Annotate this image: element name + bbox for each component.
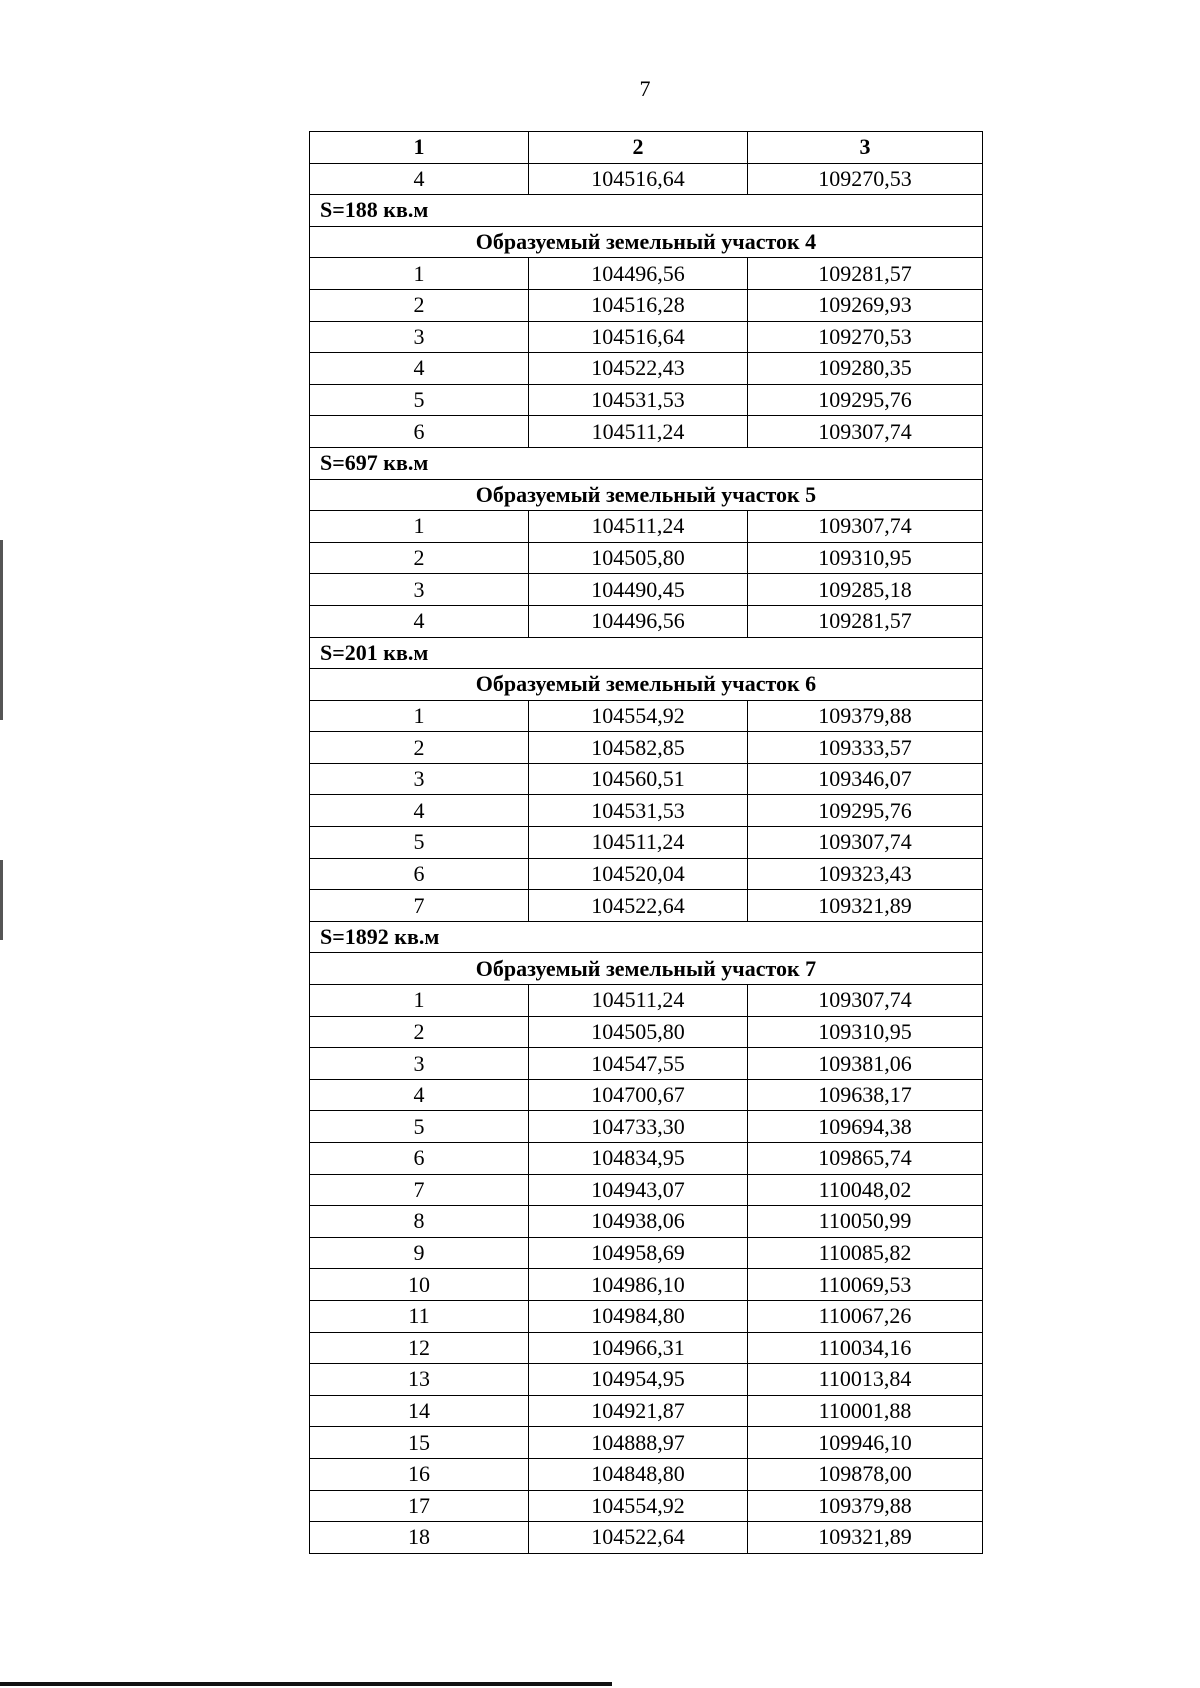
table-row (310, 574, 983, 606)
y-coordinate-cell: 109269,93 (748, 289, 983, 321)
point-number-cell: 18 (310, 1522, 529, 1554)
x-coordinate-cell: 104490,45 (529, 574, 748, 606)
section-title-row (310, 953, 983, 985)
scan-edge-mark (0, 540, 3, 720)
y-coordinate-cell: 109307,74 (748, 985, 983, 1017)
table-row (310, 416, 983, 448)
x-coordinate-cell: 104958,69 (529, 1237, 748, 1269)
point-number-cell: 4 (310, 353, 529, 385)
point-number-cell: 5 (310, 384, 529, 416)
point-number-cell: 17 (310, 1490, 529, 1522)
table-row (310, 384, 983, 416)
y-coordinate-cell: 110050,99 (748, 1206, 983, 1238)
y-coordinate-cell: 109310,95 (748, 1016, 983, 1048)
section-title: Образуемый земельный участок 5 (310, 479, 983, 511)
x-coordinate-cell: 104505,80 (529, 1016, 748, 1048)
y-coordinate-cell: 109307,74 (748, 511, 983, 543)
point-number-cell: 4 (310, 795, 529, 827)
y-coordinate-cell: 110048,02 (748, 1174, 983, 1206)
x-coordinate-cell: 104516,28 (529, 289, 748, 321)
table-row (310, 1237, 983, 1269)
table-row (310, 700, 983, 732)
y-coordinate-cell: 110085,82 (748, 1237, 983, 1269)
table-row (310, 1364, 983, 1396)
x-coordinate-cell: 104547,55 (529, 1048, 748, 1080)
x-coordinate-cell: 104511,24 (529, 416, 748, 448)
table-row (310, 858, 983, 890)
table-row (310, 1395, 983, 1427)
y-coordinate-cell: 109321,89 (748, 1522, 983, 1554)
x-coordinate-cell: 104954,95 (529, 1364, 748, 1396)
table-row (310, 1490, 983, 1522)
point-number-cell: 2 (310, 1016, 529, 1048)
point-number-cell: 12 (310, 1332, 529, 1364)
section-title: Образуемый земельный участок 6 (310, 669, 983, 701)
x-coordinate-cell: 104938,06 (529, 1206, 748, 1238)
y-coordinate-cell: 109638,17 (748, 1079, 983, 1111)
x-coordinate-cell: 104984,80 (529, 1300, 748, 1332)
table-row (310, 827, 983, 859)
x-coordinate-cell: 104554,92 (529, 700, 748, 732)
point-number-cell: 4 (310, 605, 529, 637)
y-coordinate-cell: 109307,74 (748, 827, 983, 859)
x-coordinate-cell: 104496,56 (529, 605, 748, 637)
point-number-cell: 1 (310, 700, 529, 732)
x-coordinate-cell: 104522,64 (529, 890, 748, 922)
x-coordinate-cell: 104582,85 (529, 732, 748, 764)
x-coordinate-cell: 104511,24 (529, 827, 748, 859)
y-coordinate-cell: 109946,10 (748, 1427, 983, 1459)
scan-edge-mark (0, 860, 3, 940)
point-number-cell: 7 (310, 1174, 529, 1206)
x-coordinate-cell: 104700,67 (529, 1079, 748, 1111)
x-coordinate-cell: 104516,64 (529, 163, 748, 195)
table-row (310, 1143, 983, 1175)
area-value: S=1892 кв.м (310, 921, 983, 953)
y-coordinate-cell: 109295,76 (748, 795, 983, 827)
table-row (310, 1427, 983, 1459)
x-coordinate-cell: 104848,80 (529, 1458, 748, 1490)
y-coordinate-cell: 109285,18 (748, 574, 983, 606)
y-coordinate-cell: 109270,53 (748, 321, 983, 353)
section-title-row (310, 669, 983, 701)
y-coordinate-cell: 110034,16 (748, 1332, 983, 1364)
table-row (310, 1332, 983, 1364)
y-coordinate-cell: 110067,26 (748, 1300, 983, 1332)
table-row (310, 985, 983, 1017)
table-row (310, 289, 983, 321)
area-row (310, 195, 983, 227)
point-number-cell: 3 (310, 574, 529, 606)
table-row (310, 258, 983, 290)
point-number-cell: 6 (310, 858, 529, 890)
point-number-cell: 7 (310, 890, 529, 922)
table-row (310, 353, 983, 385)
table-row (310, 1079, 983, 1111)
y-coordinate-cell: 109333,57 (748, 732, 983, 764)
point-number-cell: 8 (310, 1206, 529, 1238)
point-number-cell: 13 (310, 1364, 529, 1396)
section-title-row (310, 479, 983, 511)
section-title: Образуемый земельный участок 4 (310, 226, 983, 258)
coordinates-table-body (310, 132, 983, 1554)
header-cell-x: 2 (529, 132, 748, 164)
table-row (310, 1269, 983, 1301)
area-row (310, 447, 983, 479)
x-coordinate-cell: 104531,53 (529, 795, 748, 827)
y-coordinate-cell: 109270,53 (748, 163, 983, 195)
point-number-cell: 1 (310, 985, 529, 1017)
y-coordinate-cell: 109307,74 (748, 416, 983, 448)
x-coordinate-cell: 104921,87 (529, 1395, 748, 1427)
x-coordinate-cell: 104522,64 (529, 1522, 748, 1554)
x-coordinate-cell: 104834,95 (529, 1143, 748, 1175)
table-row (310, 1458, 983, 1490)
table-row (310, 511, 983, 543)
y-coordinate-cell: 109379,88 (748, 1490, 983, 1522)
area-value: S=188 кв.м (310, 195, 983, 227)
table-row (310, 1111, 983, 1143)
x-coordinate-cell: 104554,92 (529, 1490, 748, 1522)
page-number: 7 (639, 76, 651, 101)
y-coordinate-cell: 109281,57 (748, 258, 983, 290)
x-coordinate-cell: 104966,31 (529, 1332, 748, 1364)
point-number-cell: 10 (310, 1269, 529, 1301)
y-coordinate-cell: 109281,57 (748, 605, 983, 637)
scan-edge-bar (0, 1682, 612, 1686)
point-number-cell: 9 (310, 1237, 529, 1269)
x-coordinate-cell: 104733,30 (529, 1111, 748, 1143)
table-row (310, 732, 983, 764)
y-coordinate-cell: 110013,84 (748, 1364, 983, 1396)
x-coordinate-cell: 104505,80 (529, 542, 748, 574)
area-value: S=201 кв.м (310, 637, 983, 669)
header-cell-point: 1 (310, 132, 529, 164)
x-coordinate-cell: 104986,10 (529, 1269, 748, 1301)
y-coordinate-cell: 109878,00 (748, 1458, 983, 1490)
table-row (310, 1300, 983, 1332)
point-number-cell: 1 (310, 511, 529, 543)
point-number-cell: 6 (310, 416, 529, 448)
x-coordinate-cell: 104511,24 (529, 985, 748, 1017)
y-coordinate-cell: 110069,53 (748, 1269, 983, 1301)
table-row (310, 1206, 983, 1238)
y-coordinate-cell: 109321,89 (748, 890, 983, 922)
x-coordinate-cell: 104522,43 (529, 353, 748, 385)
point-number-cell: 1 (310, 258, 529, 290)
area-row (310, 921, 983, 953)
table-row (310, 1174, 983, 1206)
x-coordinate-cell: 104888,97 (529, 1427, 748, 1459)
section-title-row (310, 226, 983, 258)
point-number-cell: 3 (310, 321, 529, 353)
point-number-cell: 5 (310, 1111, 529, 1143)
table-row (310, 795, 983, 827)
point-number-cell: 15 (310, 1427, 529, 1459)
table-row (310, 1522, 983, 1554)
table-header-row (310, 132, 983, 164)
table-row (310, 163, 983, 195)
y-coordinate-cell: 109865,74 (748, 1143, 983, 1175)
x-coordinate-cell: 104496,56 (529, 258, 748, 290)
point-number-cell: 14 (310, 1395, 529, 1427)
y-coordinate-cell: 109280,35 (748, 353, 983, 385)
y-coordinate-cell: 109310,95 (748, 542, 983, 574)
point-number-cell: 11 (310, 1300, 529, 1332)
point-number-cell: 4 (310, 163, 529, 195)
table-row (310, 321, 983, 353)
table-row (310, 542, 983, 574)
point-number-cell: 3 (310, 1048, 529, 1080)
header-cell-y: 3 (748, 132, 983, 164)
y-coordinate-cell: 109379,88 (748, 700, 983, 732)
y-coordinate-cell: 109694,38 (748, 1111, 983, 1143)
point-number-cell: 16 (310, 1458, 529, 1490)
point-number-cell: 2 (310, 289, 529, 321)
section-title: Образуемый земельный участок 7 (310, 953, 983, 985)
point-number-cell: 3 (310, 763, 529, 795)
point-number-cell: 5 (310, 827, 529, 859)
x-coordinate-cell: 104511,24 (529, 511, 748, 543)
y-coordinate-cell: 109346,07 (748, 763, 983, 795)
point-number-cell: 6 (310, 1143, 529, 1175)
y-coordinate-cell: 109381,06 (748, 1048, 983, 1080)
table-row (310, 1016, 983, 1048)
x-coordinate-cell: 104520,04 (529, 858, 748, 890)
table-row (310, 890, 983, 922)
table-row (310, 763, 983, 795)
coordinates-table (309, 131, 983, 1554)
x-coordinate-cell: 104560,51 (529, 763, 748, 795)
table-row (310, 1048, 983, 1080)
point-number-cell: 2 (310, 732, 529, 764)
y-coordinate-cell: 109295,76 (748, 384, 983, 416)
area-value: S=697 кв.м (310, 447, 983, 479)
y-coordinate-cell: 109323,43 (748, 858, 983, 890)
y-coordinate-cell: 110001,88 (748, 1395, 983, 1427)
x-coordinate-cell: 104516,64 (529, 321, 748, 353)
point-number-cell: 4 (310, 1079, 529, 1111)
x-coordinate-cell: 104531,53 (529, 384, 748, 416)
x-coordinate-cell: 104943,07 (529, 1174, 748, 1206)
area-row (310, 637, 983, 669)
point-number-cell: 2 (310, 542, 529, 574)
table-row (310, 605, 983, 637)
